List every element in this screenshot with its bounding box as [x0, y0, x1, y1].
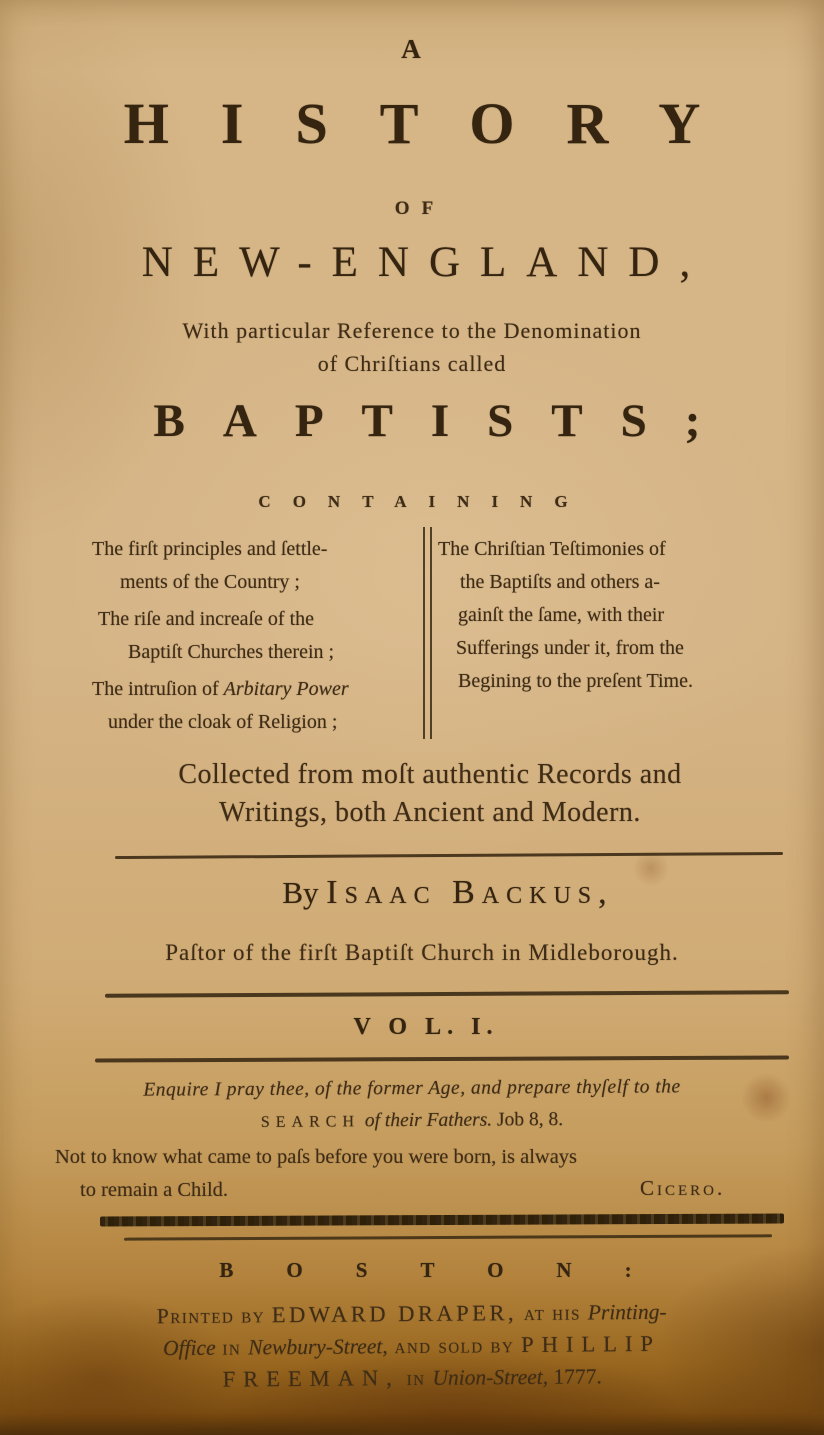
- job-epigraph-line-2: [0, 1107, 824, 1134]
- printer-name: EDWARD DRAPER,: [271, 1300, 518, 1328]
- cicero-epigraph-line-1: Not to know what came to paſs before you were born, is always: [55, 1146, 578, 1168]
- contents-item-line: under the cloak of Religion ;: [108, 711, 338, 733]
- imprint-text: and sold by: [387, 1333, 522, 1359]
- imprint-line-3: [0, 1358, 824, 1397]
- publication-year: 1777.: [547, 1364, 602, 1389]
- imprint-text: in: [215, 1335, 249, 1360]
- contents-item-line: The riſe and increaſe of the: [98, 608, 314, 630]
- imprint-text: Printing-: [587, 1299, 667, 1325]
- ornament-bar-rule: [100, 1214, 784, 1227]
- denomination-title: BAPTISTS;: [153, 395, 739, 447]
- subtitle-line-2: of Chriſtians called: [317, 351, 507, 376]
- contents-item-line: Begining to the preſent Time.: [458, 670, 693, 692]
- horizontal-rule-1: [115, 852, 783, 859]
- containing-label: CONTAINING: [258, 492, 590, 511]
- cicero-attribution: Cicero.: [640, 1176, 726, 1200]
- cicero-epigraph-line-2: to remain a Child.: [80, 1179, 229, 1201]
- job-citation: Job 8, 8.: [496, 1109, 564, 1131]
- search-word: SEARCH: [260, 1113, 361, 1131]
- collected-line-2: Writings, both Ancient and Modern.: [219, 797, 641, 828]
- contents-item-line: the Baptiſts and others a-: [460, 571, 660, 593]
- volume-label: V O L. I.: [353, 1014, 499, 1040]
- place-title: NEW-ENGLAND,: [141, 239, 711, 286]
- column-divider-rule: [423, 527, 432, 739]
- contents-item-text: The intruſion of: [92, 678, 224, 700]
- imprint-text: in: [399, 1365, 433, 1391]
- imprint-block: [0, 1294, 824, 1397]
- horizontal-rule-2: [105, 990, 789, 998]
- horizontal-rule-3: [95, 1055, 789, 1062]
- imprint-city: BOSTON:: [219, 1258, 685, 1282]
- of-label: OF: [394, 198, 446, 219]
- subtitle-line-1: With particular Reference to the Denomination: [182, 318, 642, 343]
- by-label: By: [282, 875, 327, 910]
- contents-item-line: Baptiſt Churches therein ;: [128, 641, 335, 663]
- seller-street: Union-Street,: [432, 1364, 549, 1390]
- contents-item-line: [92, 673, 407, 706]
- thin-rule: [124, 1234, 772, 1240]
- collected-note: [18, 756, 824, 832]
- contents-right-column: [438, 533, 788, 698]
- contents-left-column: [62, 533, 407, 739]
- contents-item-italic: Arbitary Power: [223, 678, 349, 700]
- author-name: Isaac Backus,: [326, 874, 614, 911]
- imprint-text: at his: [517, 1300, 588, 1326]
- contents-item-line: The firſt principles and ſettle-: [92, 538, 328, 560]
- imprint-text: Printed by: [156, 1303, 272, 1329]
- job-epigraph-italic: of their Fathers.: [359, 1109, 498, 1132]
- contents-item-line: The Chriſtian Teſtimonies of: [438, 538, 666, 560]
- printer-street: Newbury-Street,: [248, 1334, 388, 1360]
- author-role: Paſtor of the firſt Baptiſt Church in Midleborough.: [165, 940, 679, 965]
- contents-item-line: Sufferings under it, from the: [456, 637, 684, 659]
- seller-last-name: FREEMAN,: [222, 1365, 400, 1392]
- half-title-letter: A: [401, 34, 423, 64]
- contents-item-line: gainſt the ſame, with their: [458, 604, 665, 626]
- main-title: HISTORY: [123, 91, 753, 156]
- imprint-text: Office: [162, 1335, 216, 1361]
- job-epigraph-line-1: Enquire I pray thee, of the former Age, and prepare thyſelf to the: [143, 1076, 681, 1101]
- contents-item-line: ments of the Country ;: [120, 571, 300, 593]
- byline: [36, 874, 824, 912]
- seller-first-name: PHILLIP: [521, 1330, 662, 1358]
- collected-line-1: Collected from moſt authentic Records and: [178, 759, 682, 790]
